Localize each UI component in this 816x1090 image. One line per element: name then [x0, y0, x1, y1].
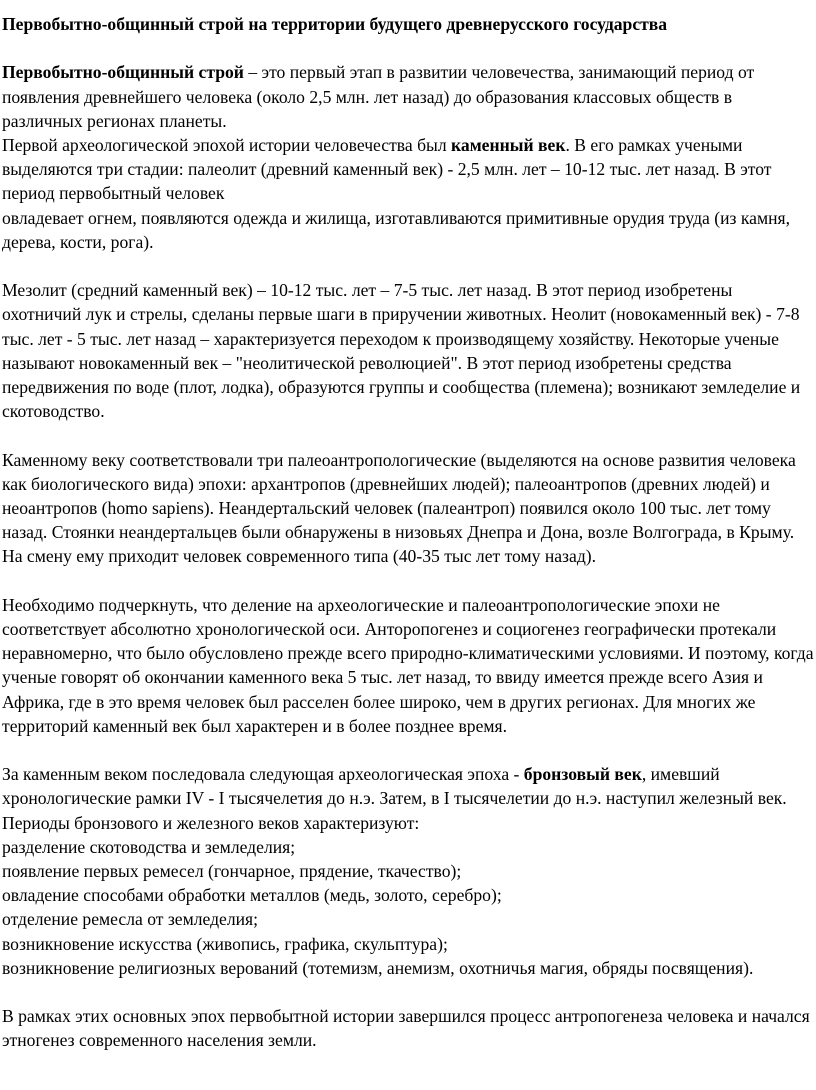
paragraph-chronology-note: Необходимо подчеркнуть, что деление на археологические и палеоантропологические эпохи не соответствует абсолютно хронологической оси. Анторопогенез и социогенез географически протекали неравномерно, что было обусловлено прежде всего природно-климатическими условиями. И поэтому, когда ученые говорят об окончании каменного века 5 тыс. лет назад, то ввиду имеется прежде всего Азия и Африка, где в это время человек был расселен более широко, чем в других регионах. Для многих же территорий каменный век был характерен и в более позднее время. [2, 594, 814, 736]
spacer [2, 980, 814, 1004]
spacer [2, 738, 814, 762]
list-item: возникновение религиозных верований (тотемизм, анемизм, охотничья магия, обряды посвящения). [2, 957, 754, 978]
paragraph-definition [2, 60, 814, 133]
stone-age-intro: Первой археологической эпохой истории человечества был [2, 135, 452, 155]
term-stone-age: каменный век [451, 135, 566, 155]
term-bronze-age: бронзовый век [523, 764, 642, 785]
stone-age-text: . В его рамках учеными выделяются три стадии: палеолит (древний каменный век) - 2,5 млн. лет – 10-12 тыс. лет назад. В этот период первобытный человек [2, 135, 772, 204]
spacer [2, 36, 814, 60]
list-item: возникновение искусства (живопись, графика, скульптура); [2, 933, 448, 954]
bronze-age-text: , имевший хронологические рамки IV - I тысячелетия до н.э. Затем, в I тысячелетии до н.э. наступил железный век. Периоды бронзового и железного веков характеризуют: [2, 764, 787, 833]
paragraph-bronze-age [2, 762, 814, 835]
list-item: появление первых ремесел (гончарное, прядение, ткачество); [2, 861, 462, 882]
spacer [2, 423, 814, 447]
spacer [2, 254, 814, 278]
paragraph-mesolithic-neolithic: Мезолит (средний каменный век) – 10-12 тыс. лет – 7-5 тыс. лет назад. В этот период изобретены охотничий лук и стрелы, сделаны первые шаги в приручении животных. Неолит (новокаменный век) - 7-8 тыс. лет - 5 тыс. лет назад – характеризуется переходом к производящему хозяйству. Некоторые ученые называют новокаменный век – "неолитической революцией". В этот период изобретены средства передвижения по воде (плот, лодка), образуются группы и сообщества (племена); возникают земледелие и скотоводство. [2, 280, 801, 422]
list-item: разделение скотоводства и земледелия; [2, 836, 296, 857]
list-item: овладение способами обработки металлов (медь, золото, серебро); [2, 885, 502, 906]
characteristics-list [2, 835, 814, 980]
bronze-age-intro: За каменным веком последовала следующая археологическая эпоха - [2, 764, 524, 785]
paragraph-conclusion: В рамках этих основных эпох первобытной истории завершился процесс антропогенеза человека и начался этногенез современного населения земли. [2, 1006, 810, 1051]
document-title: Первобытно-общинный строй на территории будущего древнерусского государства [2, 14, 668, 34]
paragraph-paleoanthropology: Каменному веку соответствовали три палеоантропологические (выделяются на основе развития человека как биологического вида) эпохи: архантропов (древнейших людей); палеоантропов (древних людей) и неоантропов (homo sapiens). Неандертальский человек (палеантроп) появился около 100 тыс. лет тому назад. Стоянки неандертальцев были обнаружены в низовьях Днепра и Дона, возле Волгограда, в Крыму. На смену ему приходит человек современного типа (40-35 тыс лет тому назад). [2, 449, 796, 567]
definition-text: – это первый этап в развитии человечества, занимающий период от появления древнейшего человека (около 2,5 млн. лет назад) до образования классовых обществ в различных регионах планеты. [2, 62, 755, 131]
term-primitive-system: Первобытно-общинный строй [2, 62, 244, 83]
spacer [2, 569, 814, 593]
paragraph-paleolithic-continued: овладевает огнем, появляются одежда и жилища, изготавливаются примитивные орудия труда (из камня, дерева, кости, рога). [2, 207, 790, 252]
list-item: отделение ремесла от земледелия; [2, 909, 259, 930]
paragraph-stone-age [2, 133, 814, 206]
